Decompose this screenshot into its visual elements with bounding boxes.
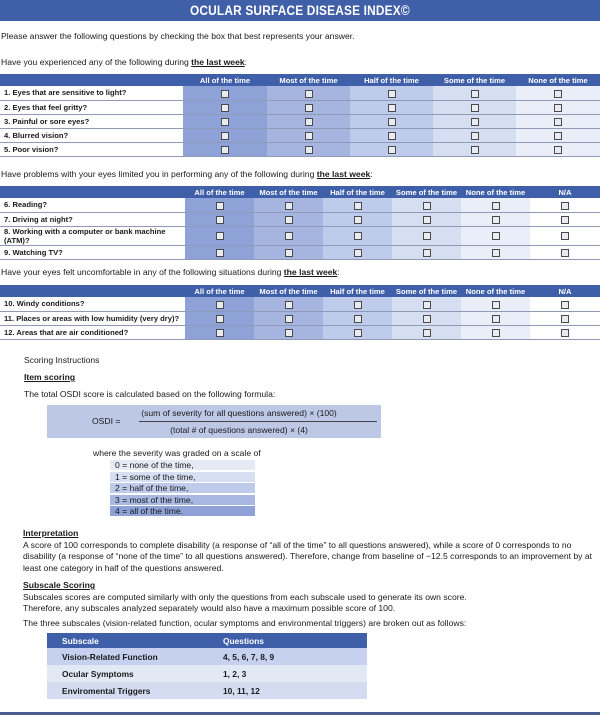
answer-checkbox[interactable] [388,104,396,112]
answer-checkbox[interactable] [423,249,431,257]
answer-cell [185,245,254,259]
answer-checkbox[interactable] [561,329,569,337]
answer-checkbox[interactable] [216,329,224,337]
subscale-row [47,648,367,665]
answer-cell [185,297,254,311]
answer-checkbox[interactable] [471,104,479,112]
column-header: All of the time [185,186,254,198]
subscale-table [47,633,367,699]
answer-checkbox[interactable] [354,329,362,337]
answer-checkbox[interactable] [554,132,562,140]
question-row [0,100,600,114]
scale-item: 2 = half of the time, [110,483,255,493]
answer-cell [392,297,461,311]
prompt-emphasis: the last week [283,267,338,277]
header-question [0,285,185,297]
answer-cell [183,128,267,142]
answer-cell [323,297,392,311]
answer-cell [530,325,600,339]
prompt-suffix: : [337,267,340,277]
answer-cell [183,86,267,100]
column-header: Some of the time [392,186,461,198]
answer-cell [433,142,516,156]
answer-cell [323,226,392,245]
answer-cell [461,212,530,226]
subscale-heading: Subscale Scoring [23,580,96,590]
answer-cell [433,100,516,114]
answer-cell [254,325,323,339]
column-header: N/A [530,285,600,297]
scoring-heading: Scoring Instructions [24,355,100,365]
answer-cell [530,297,600,311]
answer-checkbox[interactable] [471,90,479,98]
answer-checkbox[interactable] [561,301,569,309]
answer-checkbox[interactable] [554,104,562,112]
answer-checkbox[interactable] [492,329,500,337]
section-3-table [0,285,600,340]
answer-checkbox[interactable] [388,118,396,126]
answer-cell [323,311,392,325]
answer-cell [530,212,600,226]
answer-checkbox[interactable] [423,301,431,309]
answer-checkbox[interactable] [285,301,293,309]
answer-cell [185,325,254,339]
answer-checkbox[interactable] [561,249,569,257]
prompt-emphasis: the last week [191,57,245,67]
prompt-suffix: : [370,169,373,179]
answer-checkbox[interactable] [221,90,229,98]
question-row [0,325,600,339]
scale-item: 0 = none of the time, [110,460,255,470]
answer-cell [392,198,461,212]
subscale-intro: The three subscales (vision-related function, ocular symptoms and environmental triggers) are broken out as follows: [23,617,467,628]
answer-cell [350,142,433,156]
answer-checkbox[interactable] [492,301,500,309]
question-row [0,198,600,212]
column-header: Most of the time [254,285,323,297]
answer-cell [254,297,323,311]
prompt-prefix: Have problems with your eyes limited you in performing any of the following during [1,169,317,179]
answer-checkbox[interactable] [554,118,562,126]
item-scoring-heading: Item scoring [24,372,76,382]
title-text: OCULAR SURFACE DISEASE INDEX© [190,3,410,18]
question-row [0,86,600,100]
answer-cell [183,114,267,128]
header-question [0,74,183,86]
answer-cell [516,142,600,156]
question-row [0,114,600,128]
answer-checkbox[interactable] [216,249,224,257]
scale-intro: where the severity was graded on a scale of [93,448,261,458]
question-row [0,128,600,142]
answer-checkbox[interactable] [216,202,224,210]
formula-denominator: (total # of questions answered) × (4) [170,425,308,435]
answer-checkbox[interactable] [221,118,229,126]
table-header-row [0,74,600,86]
answer-cell [350,86,433,100]
question-label: 1. Eyes that are sensitive to light? [0,86,183,100]
answer-cell [433,86,516,100]
answer-checkbox[interactable] [554,146,562,154]
formula-numerator: (sum of severity for all questions answered) × (100) [141,408,337,418]
column-header: All of the time [183,74,267,86]
section-2-prompt [1,169,373,179]
section-1-table [0,74,600,157]
section-3-prompt [1,267,340,277]
answer-cell [433,114,516,128]
answer-checkbox[interactable] [285,329,293,337]
answer-checkbox[interactable] [221,146,229,154]
subscale-questions: 4, 5, 6, 7, 8, 9 [208,648,367,665]
answer-checkbox[interactable] [221,132,229,140]
answer-checkbox[interactable] [305,132,313,140]
answer-cell [254,245,323,259]
answer-checkbox[interactable] [492,202,500,210]
answer-cell [516,100,600,114]
answer-checkbox[interactable] [388,90,396,98]
question-label: 7. Driving at night? [0,212,185,226]
question-label: 8. Working with a computer or bank machine (ATM)? [0,226,185,245]
answer-checkbox[interactable] [354,232,362,240]
subscale-name: Vision-Related Function [47,648,208,665]
interpretation-text: A score of 100 corresponds to complete disability (a response of “all of the time” to all questions answered), while a score of 0 corresponds to no disability (a response of “none of the time” to all questions answered). Therefore, change from baseline of −12.5 corresponds to an improvement by at least one category in half of the questions answered. [23,539,593,573]
answer-cell [254,226,323,245]
prompt-prefix: Have you experienced any of the following during [1,57,192,67]
osdi-formula [47,405,381,438]
answer-cell [461,311,530,325]
answer-checkbox[interactable] [423,315,431,323]
answer-cell [530,245,600,259]
column-header: None of the time [461,285,530,297]
subscale-questions: 10, 11, 12 [208,682,367,699]
answer-cell [530,226,600,245]
question-label: 9. Watching TV? [0,245,185,259]
answer-cell [392,245,461,259]
answer-checkbox[interactable] [216,232,224,240]
page-title [0,0,600,21]
answer-cell [433,128,516,142]
question-row [0,245,600,259]
question-label: 12. Areas that are air conditioned? [0,325,185,339]
answer-cell [392,325,461,339]
subscale-row [47,682,367,699]
subscale-name: Enviromental Triggers [47,682,208,699]
answer-checkbox[interactable] [216,216,224,224]
column-header: Most of the time [267,74,350,86]
column-header: None of the time [461,186,530,198]
question-label: 6. Reading? [0,198,185,212]
formula-lhs: OSDI = [92,416,121,426]
answer-cell [350,128,433,142]
answer-checkbox[interactable] [423,329,431,337]
question-row [0,311,600,325]
answer-cell [185,226,254,245]
header-question [0,186,185,198]
prompt-prefix: Have your eyes felt uncomfortable in any of the following situations during [1,267,284,277]
column-header: Half of the time [323,285,392,297]
question-row [0,226,600,245]
answer-checkbox[interactable] [216,301,224,309]
answer-checkbox[interactable] [388,132,396,140]
table-header-row [0,285,600,297]
answer-checkbox[interactable] [221,104,229,112]
answer-cell [350,114,433,128]
answer-cell [267,86,350,100]
answer-cell [254,212,323,226]
question-label: 3. Painful or sore eyes? [0,114,183,128]
answer-checkbox[interactable] [285,216,293,224]
answer-checkbox[interactable] [554,90,562,98]
question-label: 10. Windy conditions? [0,297,185,311]
answer-cell [323,245,392,259]
instruction-text: Please answer the following questions by checking the box that best represents your answer. [1,31,355,41]
answer-cell [392,226,461,245]
questions-header: Questions [208,633,367,648]
answer-cell [254,198,323,212]
answer-checkbox[interactable] [216,315,224,323]
fraction-line [139,421,377,422]
answer-checkbox[interactable] [305,118,313,126]
question-label: 11. Places or areas with low humidity (very dry)? [0,311,185,325]
answer-cell [267,114,350,128]
column-header: Half of the time [323,186,392,198]
answer-cell [392,212,461,226]
answer-cell [392,311,461,325]
formula-intro: The total OSDI score is calculated based on the following formula: [24,389,276,399]
answer-cell [185,212,254,226]
answer-checkbox[interactable] [471,132,479,140]
answer-cell [350,100,433,114]
answer-cell [461,325,530,339]
answer-cell [461,297,530,311]
scale-item: 4 = all of the time. [110,506,255,516]
answer-cell [185,198,254,212]
answer-checkbox[interactable] [492,249,500,257]
answer-cell [323,198,392,212]
answer-checkbox[interactable] [423,202,431,210]
interpretation-heading: Interpretation [23,528,79,538]
answer-cell [254,311,323,325]
column-header: N/A [530,186,600,198]
answer-checkbox[interactable] [285,202,293,210]
answer-checkbox[interactable] [354,216,362,224]
column-header: All of the time [185,285,254,297]
column-header: Some of the time [392,285,461,297]
answer-checkbox[interactable] [388,146,396,154]
scale-item: 1 = some of the time, [110,472,255,482]
answer-checkbox[interactable] [354,249,362,257]
subscale-header-row [47,633,367,648]
subscale-section [23,580,593,629]
question-label: 5. Poor vision? [0,142,183,156]
answer-checkbox[interactable] [423,216,431,224]
scale-item: 3 = most of the time, [110,495,255,505]
question-row [0,297,600,311]
subscale-name: Ocular Symptoms [47,665,208,682]
answer-cell [516,128,600,142]
subscale-header: Subscale [47,633,208,648]
answer-checkbox[interactable] [285,232,293,240]
answer-checkbox[interactable] [561,232,569,240]
answer-cell [267,128,350,142]
section-1-prompt [1,57,247,67]
answer-checkbox[interactable] [305,90,313,98]
answer-checkbox[interactable] [561,315,569,323]
prompt-emphasis: the last week [316,169,371,179]
table-header-row [0,186,600,198]
column-header: Most of the time [254,186,323,198]
answer-cell [183,100,267,114]
interpretation-section [23,528,593,574]
answer-checkbox[interactable] [471,146,479,154]
answer-cell [530,311,600,325]
answer-cell [185,311,254,325]
column-header: Half of the time [350,74,433,86]
question-label: 4. Blurred vision? [0,128,183,142]
answer-checkbox[interactable] [285,249,293,257]
answer-cell [267,142,350,156]
answer-cell [461,226,530,245]
answer-checkbox[interactable] [492,232,500,240]
column-header: None of the time [516,74,600,86]
question-row [0,142,600,156]
bottom-divider [0,712,600,715]
answer-checkbox[interactable] [285,315,293,323]
answer-cell [461,245,530,259]
answer-checkbox[interactable] [305,104,313,112]
answer-checkbox[interactable] [492,216,500,224]
answer-checkbox[interactable] [492,315,500,323]
prompt-suffix: : [244,57,248,67]
answer-checkbox[interactable] [354,301,362,309]
answer-checkbox[interactable] [354,202,362,210]
question-label: 2. Eyes that feel gritty? [0,100,183,114]
answer-cell [461,198,530,212]
answer-checkbox[interactable] [471,118,479,126]
answer-cell [516,86,600,100]
section-2-table [0,186,600,260]
answer-cell [323,212,392,226]
column-header: Some of the time [433,74,516,86]
question-row [0,212,600,226]
answer-checkbox[interactable] [354,315,362,323]
answer-cell [516,114,600,128]
answer-checkbox[interactable] [561,216,569,224]
subscale-questions: 1, 2, 3 [208,665,367,682]
answer-checkbox[interactable] [423,232,431,240]
answer-checkbox[interactable] [561,202,569,210]
answer-cell [323,325,392,339]
answer-checkbox[interactable] [305,146,313,154]
answer-cell [267,100,350,114]
answer-cell [183,142,267,156]
answer-cell [530,198,600,212]
subscale-text: Subscales scores are computed similarly with only the questions from each subscale used to generate its own score. Therefore, any subscales analyzed separately would also have a maximum possible score of 100. [23,591,467,613]
subscale-row [47,665,367,682]
